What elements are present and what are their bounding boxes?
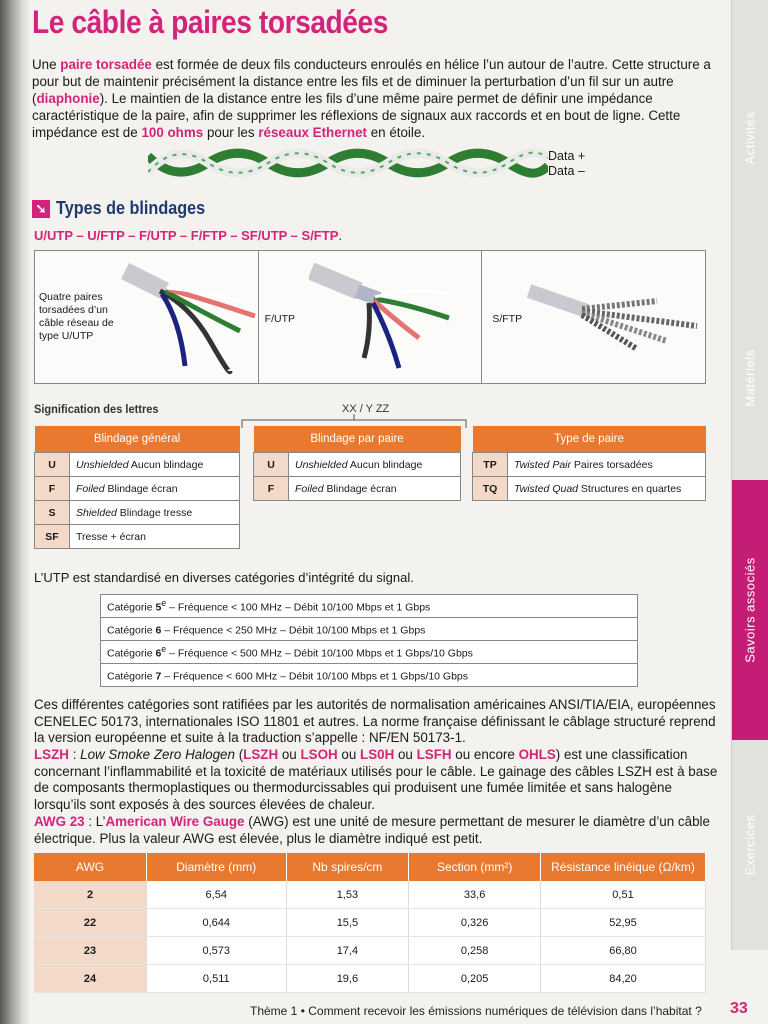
table-row: 24 0,511 19,6 0,205 84,20 [34, 965, 706, 993]
uutp-cable-image [120, 261, 260, 376]
table-row: U Unshielded Aucun blindage [254, 453, 461, 477]
twisted-pair-illustration [148, 146, 548, 180]
photo-futp [259, 251, 483, 383]
page-footer: Thème 1 • Comment recevoir les émissions numériques de télévision dans l’habitat ? [250, 1004, 702, 1018]
code-pattern: XX / Y ZZ [342, 403, 390, 415]
table-row: Catégorie 6e – Fréquence < 500 MHz – Débit 10/100 Mbps et 1 Gbps/10 Gbps [101, 641, 638, 664]
table-row: 2 6,54 1,53 33,6 0,51 [34, 881, 706, 909]
awg-table [34, 853, 706, 993]
table-row: TQ Twisted Quad Structures en quartes [473, 477, 706, 501]
table-row: 23 0,573 17,4 0,258 66,80 [34, 937, 706, 965]
side-tab-savoirs-associes[interactable]: Savoirs associés [731, 480, 768, 740]
sftp-cable-image [527, 281, 707, 361]
table-row: Catégorie 7 – Fréquence < 600 MHz – Débit 10/100 Mbps et 1 Gbps/10 Gbps [101, 664, 638, 687]
table-row: F Foiled Blindage écran [254, 477, 461, 501]
side-tab-activites[interactable]: Activités [731, 0, 768, 275]
side-tab-exercices[interactable]: Exercices [731, 740, 768, 950]
awg-paragraph: AWG 23 : L’American Wire Gauge (AWG) est une unité de mesure permettant de mesurer le diamètre d’un câble électrique. Plus la valeur AWG est élevée, plus le diamètre indiqué est petit. [34, 814, 710, 846]
table-row: TP Twisted Pair Paires torsadées [473, 453, 706, 477]
shielding-types-list: U/UTP – U/FTP – F/UTP – F/FTP – SF/UTP – S/FTP. [34, 228, 342, 243]
photo-caption-futp: F/UTP [264, 313, 296, 325]
cable-label-data-minus: Data – [548, 164, 585, 178]
awg-header-row: AWG Diamètre (mm) Nb spires/cm Section (mm²) Résistance linéique (Ω/km) [34, 853, 706, 881]
norms-paragraph: Ces différentes catégories sont ratifiées par les autorités de normalisation américaines ANSI/TIA/EIA, européennes CENELEC 50173, internationales ISO 11801 et autres. La norme française définissant le câblage structuré reprend la version européenne et suite à la traduction s’appelle : NF/EN 50173-1. [34, 697, 716, 745]
page-title: Le câble à paires torsadées [32, 4, 388, 40]
futp-cable-image [309, 263, 459, 373]
lszh-paragraph: LSZH : Low Smoke Zero Halogen (LSZH ou LSOH ou LS0H ou LSFH ou encore OHLS) est une classification concernant l’inflammabilité et la toxicité de matériaux utilisés pour le câble. Le gainage des câbles LSZH est à base de composants thermoplastiques ou thermodurcissables qui produisent une fumée limitée et sans halogène lorsqu’ils sont exposés à des sources élevées de chaleur. [34, 747, 718, 812]
pair-type-header: Type de paire [473, 426, 706, 453]
table-row: Catégorie 5e – Fréquence < 100 MHz – Débit 10/100 Mbps et 1 Gbps [101, 595, 638, 618]
letters-meaning-label: Signification des lettres [34, 402, 159, 416]
section-title: Types de blindages [56, 198, 206, 218]
pair-type-table [472, 426, 706, 501]
utp-categories-table [100, 594, 638, 687]
table-row: SF Tresse + écran [35, 525, 240, 549]
general-shielding-header: Blindage général [35, 426, 240, 453]
pair-shielding-header: Blindage par paire [254, 426, 461, 453]
table-row: S Shielded Blindage tresse [35, 501, 240, 525]
photo-sftp [482, 251, 705, 383]
table-row: F Foiled Blindage écran [35, 477, 240, 501]
arrow-icon: ➘ [32, 200, 50, 218]
utp-intro: L’UTP est standardisé en diverses catégories d’intégrité du signal. [34, 570, 414, 585]
cable-label-data-plus: Data + [548, 149, 586, 163]
table-row: 22 0,644 15,5 0,326 52,95 [34, 909, 706, 937]
cable-photos [34, 250, 706, 384]
page-binding-shadow [0, 0, 30, 1024]
photo-uutp [35, 251, 259, 383]
intro-paragraph: Une paire torsadée est formée de deux fils conducteurs enroulés en hélice l’un autour de l’autre. Cette structure a pour but de maintenir précisément la distance entre les fils et de diminuer la perturbation d’un fil sur un autre (diaphonie). Le maintien de la distance entre les fils d’une même paire permet de définir une impédance caractéristique de la paire, afin de supprimer les réflexions de signaux aux raccords et en bout de ligne. Cette impédance est de 100 ohms pour les réseaux Ethernet en étoile. [32, 57, 711, 140]
page-number: 33 [730, 1000, 748, 1017]
general-shielding-table [34, 426, 240, 549]
section-header [32, 198, 222, 219]
photo-caption-uutp: Quatre paires torsadées d’un câble réseau de type U/UTP [39, 291, 114, 342]
table-row: U Unshielded Aucun blindage [35, 453, 240, 477]
pair-shielding-table [253, 426, 461, 501]
photo-caption-sftp: S/FTP [492, 313, 523, 325]
table-row: Catégorie 6 – Fréquence < 250 MHz – Débit 10/100 Mbps et 1 Gbps [101, 618, 638, 641]
side-tab-materiels[interactable]: Matériels [731, 275, 768, 480]
